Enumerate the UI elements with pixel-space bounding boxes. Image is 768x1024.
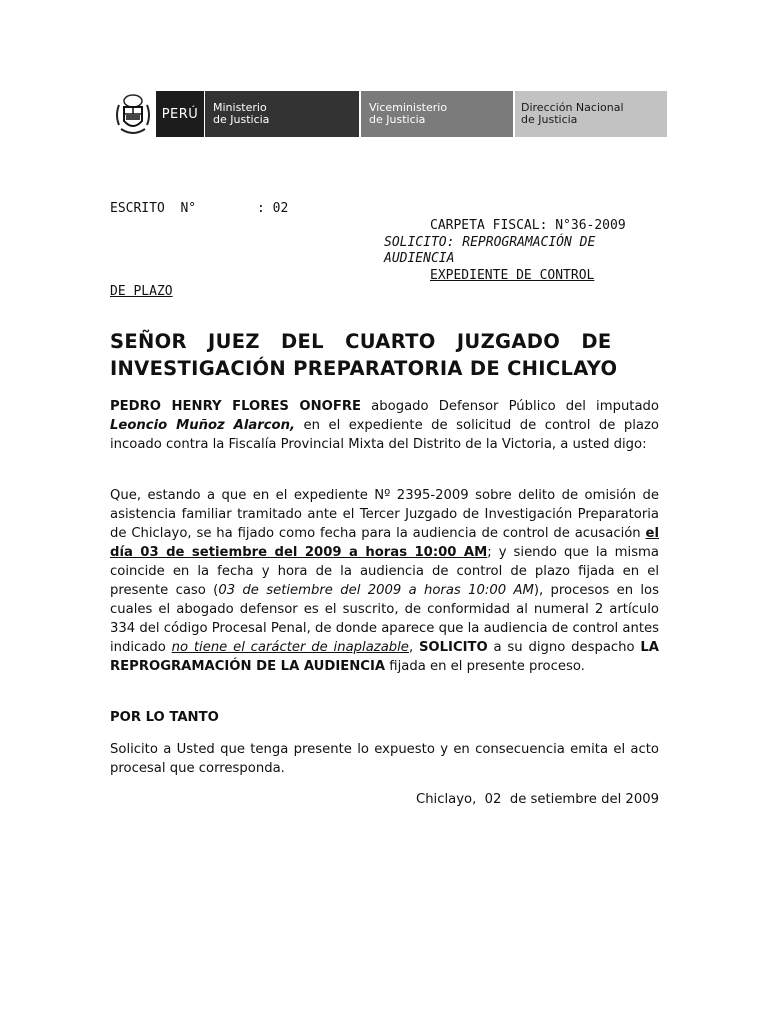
paragraph-intro: PEDRO HENRY FLORES ONOFRE abogado Defensor Público del imputado Leoncio Muñoz Alarcon, en el expediente de solicitud de control de plazo incoado contra la Fiscalía Provincial Mixta del Distrito de la Victoria, a usted digo: (110, 399, 659, 452)
escrito-label: ESCRITO N° (110, 201, 197, 216)
paragraph-request: Solicito a Usted que tenga presente lo expuesto y en consecuencia emita el acto procesal que corresponda. (110, 742, 659, 776)
inaplazable-text: no tiene el carácter de inaplazable (171, 640, 409, 655)
imputado-name: Leoncio Muñoz Alarcon, (110, 418, 296, 433)
paragraph-main: Que, estando a que en el expediente Nº 2395-2009 sobre delito de omisión de asistencia familiar tramitado ante el Tercer Juzgado de Investigación Preparatoria de Chiclayo, se ha fijado como fecha para la audiencia de control de acusación el día 03 de setiembre del 2009 a horas 10:00 AM; y siendo que la misma coincide en la fecha y hora de la audiencia de control de plazo fijada en el presente caso (03 de setiembre del 2009 a horas 10:00 AM), procesos en los cuales el abogado defensor es el suscrito, de conformidad al numeral 2 artículo 334 del código Procesal Penal, de donde aparece que la audiencia de control antes indicado no tiene el carácter de inaplazable, SOLICITO a su digno despacho LA REPROGRAMACIÓN DE LA AUDIENCIA fijada en el presente proceso. (110, 488, 659, 674)
solicito-bold: SOLICITO (418, 640, 488, 655)
por-lo-tanto: POR LO TANTO (110, 710, 219, 725)
title-line2: INVESTIGACIÓN PREPARATORIA DE CHICLAYO (110, 357, 618, 380)
expediente-line1: EXPEDIENTE DE CONTROL (430, 268, 595, 283)
header-peru: PERÚ (156, 91, 204, 137)
title-line1: SEÑOR JUEZ DEL CUARTO JUZGADO DE (110, 330, 612, 353)
solicito-line2: AUDIENCIA (384, 251, 455, 266)
escrito-value: : 02 (257, 201, 289, 216)
peru-coat-of-arms-icon (113, 93, 153, 137)
reprogramacion-bold: LA REPROGRAMACIÓN DE LA AUDIENCIA (110, 640, 659, 674)
header-direccion: Dirección Nacional de Justicia (515, 91, 667, 137)
carpeta-fiscal: CARPETA FISCAL: N°36-2009 (430, 218, 626, 233)
header-ministerio: Ministerio de Justicia (205, 91, 359, 137)
expediente-line2: DE PLAZO (110, 284, 173, 299)
solicito-line1: SOLICITO: REPROGRAMACIÓN DE (384, 235, 596, 250)
fecha-italic: 03 de setiembre del 2009 a horas 10:00 AM (218, 583, 534, 598)
fecha-firma: Chiclayo, 02 de setiembre del 2009 (415, 792, 659, 807)
defensor-name: PEDRO HENRY FLORES ONOFRE (110, 399, 362, 414)
fecha-audiencia: el día 03 de setiembre del 2009 a horas 10:00 AM (110, 526, 659, 560)
header-viceministerio: Viceministerio de Justicia (361, 91, 513, 137)
